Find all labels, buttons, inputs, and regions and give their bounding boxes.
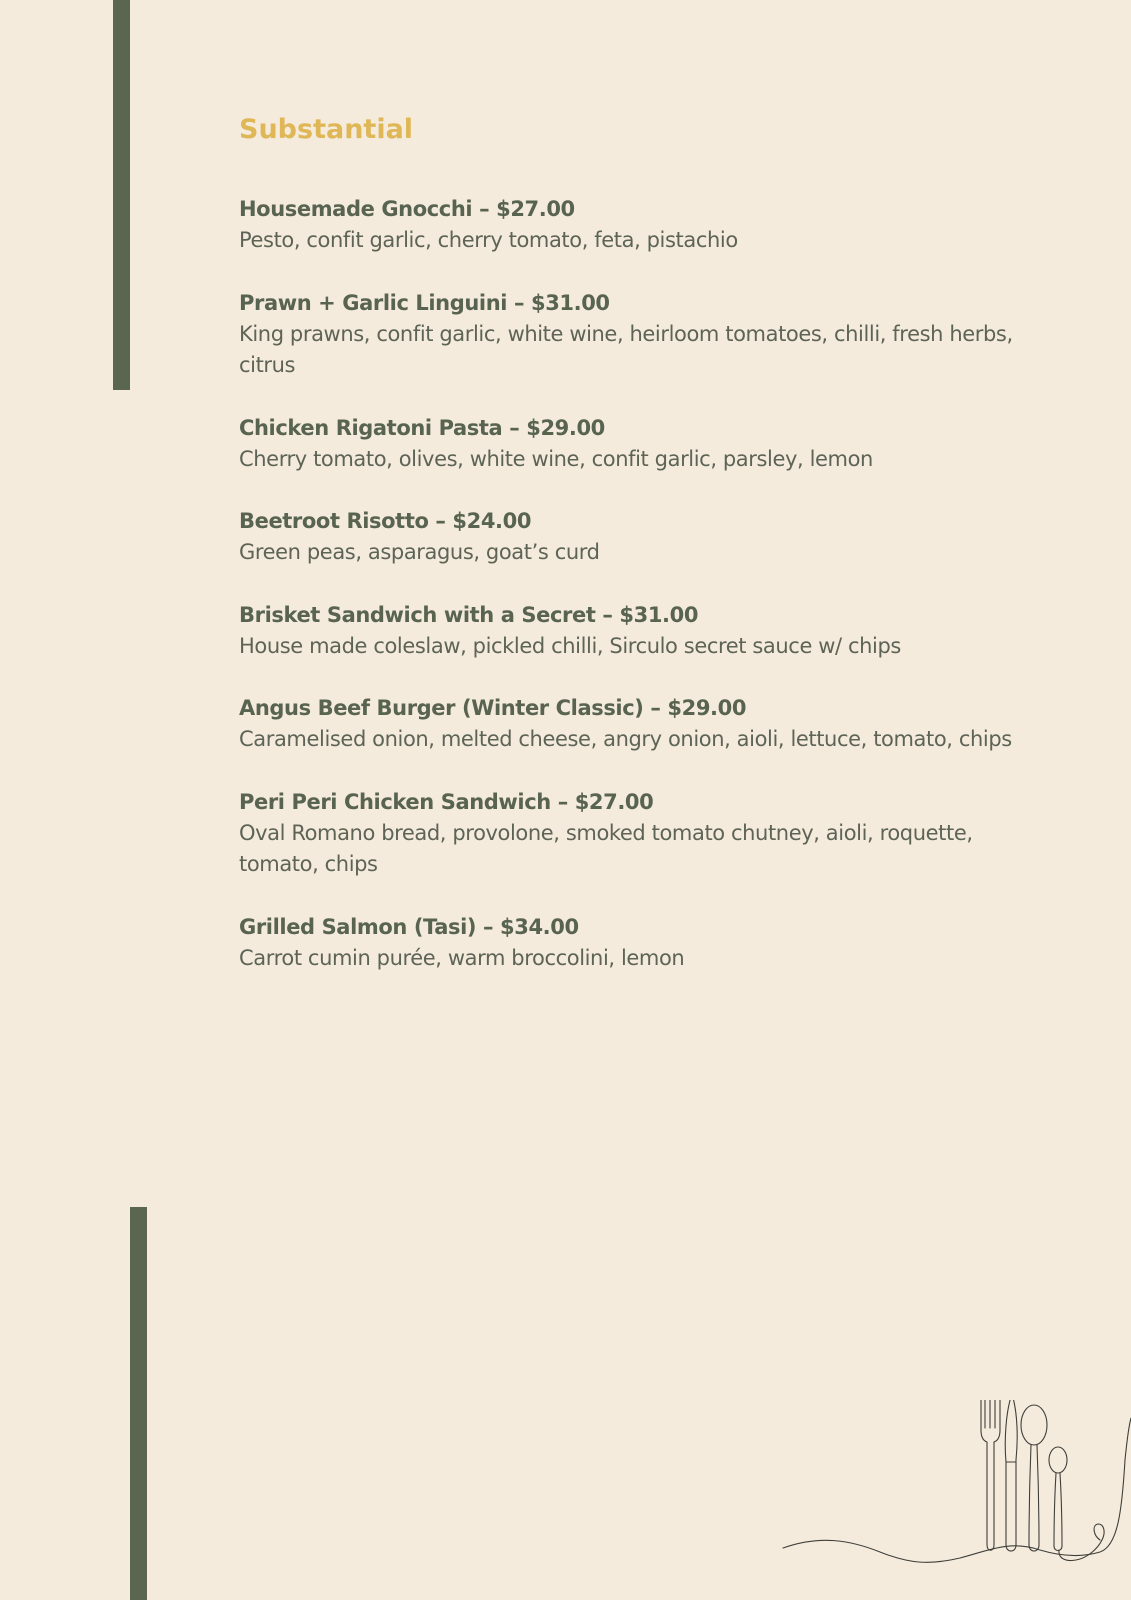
menu-item (239, 912, 1039, 975)
decorative-bar-bottom (130, 1207, 147, 1600)
menu-item-description: Pesto, confit garlic, cherry tomato, feta, pistachio (239, 228, 738, 252)
menu-item-name: Prawn + Garlic Linguini – $31.00 (239, 290, 610, 315)
menu-item-description: King prawns, confit garlic, white wine, heirloom tomatoes, chilli, fresh herbs, citrus (239, 321, 1013, 377)
cutlery-line-drawing-icon (780, 1400, 1131, 1600)
menu-item-name: Chicken Rigatoni Pasta – $29.00 (239, 415, 605, 440)
menu-item-name: Brisket Sandwich with a Secret – $31.00 (239, 602, 699, 627)
menu-item (239, 288, 1039, 382)
menu-item-description: House made coleslaw, pickled chilli, Sirculo secret sauce w/ chips (239, 633, 901, 658)
menu-item (239, 506, 1039, 569)
menu-item-name: Grilled Salmon (Tasi) – $34.00 (239, 914, 579, 939)
menu-item (239, 693, 1039, 756)
menu-item-description: Cherry tomato, olives, white wine, confit garlic, parsley, lemon (239, 446, 873, 471)
menu-item-description: Oval Romano bread, provolone, smoked tomato chutney, aioli, roquette, tomato, chips (239, 820, 973, 876)
menu-item-description: Green peas, asparagus, goat’s curd (239, 540, 600, 564)
decorative-bar-top (113, 0, 130, 390)
menu-item (239, 600, 1039, 663)
menu-item (239, 194, 1039, 257)
menu-item-description: Caramelised onion, melted cheese, angry onion, aioli, lettuce, tomato, chips (239, 727, 1012, 751)
menu-item (239, 787, 1039, 881)
menu-item-description: Carrot cumin purée, warm broccolini, lemon (239, 945, 685, 970)
menu-section (239, 108, 1039, 1005)
section-title: Substantial (239, 114, 414, 145)
menu-item-name: Housemade Gnocchi – $27.00 (239, 197, 575, 221)
menu-item-name: Beetroot Risotto – $24.00 (239, 509, 532, 533)
menu-item-name: Peri Peri Chicken Sandwich – $27.00 (239, 789, 654, 814)
menu-item-name: Angus Beef Burger (Winter Classic) – $29.00 (239, 696, 747, 720)
menu-item (239, 413, 1039, 476)
